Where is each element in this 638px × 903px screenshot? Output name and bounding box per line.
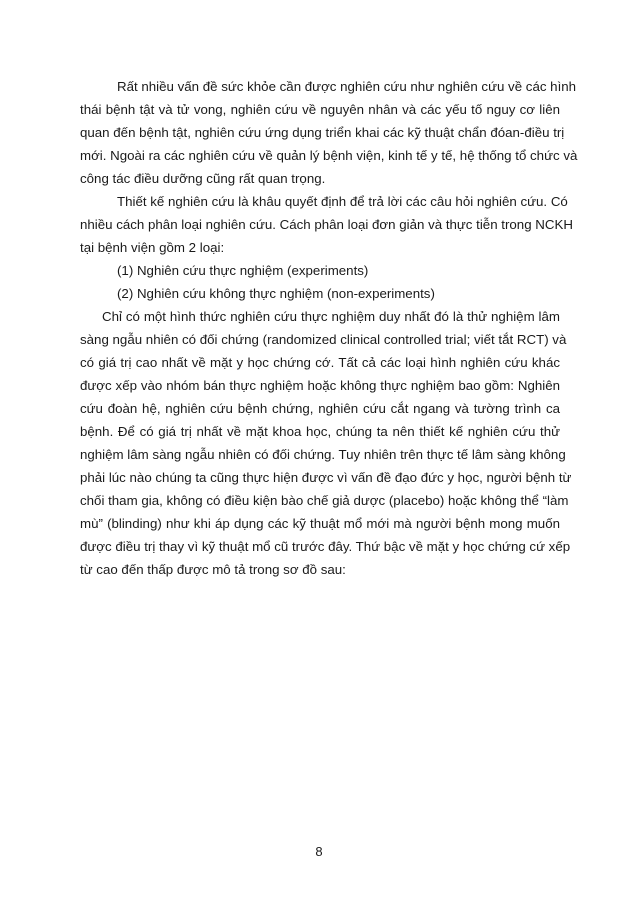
text-line: nhiều cách phân loại nghiên cứu. Cách phân loại đơn giản và thực tiễn trong NCKH [80,217,573,232]
text-line: phải lúc nào chúng ta cũng thực hiện được vì vấn đề đạo đức y học, người bệnh từ [80,470,572,485]
text-line: chối tham gia, không có điều kiện bào chế giả dược (placebo) hoặc không thể “làm [80,493,569,508]
list-item: (1) Nghiên cứu thực nghiệm (experiments) [117,263,369,278]
text-line: thái bệnh tật và tử vong, nghiên cứu về nguyên nhân và các yếu tố nguy cơ liên [80,102,560,117]
page-number: 8 [315,844,323,859]
text-line: cứu đoàn hệ, nghiên cứu bệnh chứng, nghiên cứu cắt ngang và tường trình ca [80,401,560,416]
text-line: Thiết kế nghiên cứu là khâu quyết định để trả lời các câu hỏi nghiên cứu. Có [117,194,568,209]
text-line: Rất nhiều vấn đề sức khỏe cần được nghiên cứu như nghiên cứu về các hình [117,79,577,94]
text-line: có giá trị cao nhất về mặt y học chứng cớ. Tất cả các loại hình nghiên cứu khác [80,355,560,370]
text-line: quan đến bệnh tật, nghiên cứu ứng dụng triển khai các kỹ thuật chẩn đóan-điều trị [80,125,565,140]
text-line: được xếp vào nhóm bán thực nghiệm hoặc không thực nghiệm bao gồm: Nghiên [80,378,560,393]
text-line: mới. Ngoài ra các nghiên cứu về quản lý bệnh viện, kinh tế y tế, hệ thống tổ chức và [80,148,578,163]
text-line: bệnh. Để có giá trị nhất về mặt khoa học, chúng ta nên thiết kế nghiên cứu thử [80,424,560,439]
text-line: tại bệnh viện gồm 2 loại: [80,240,225,255]
text-line: sàng ngẫu nhiên có đối chứng (randomized clinical controlled trial; viết tắt RCT) và [80,332,567,347]
text-line: được điều trị thay vì kỹ thuật mổ cũ trước đây. Thứ bậc về mặt y học chứng cứ xếp [80,539,571,554]
text-line: mù” (blinding) như khi áp dụng các kỹ thuật mổ mới mà người bệnh mong muốn [80,516,560,531]
text-line: Chỉ có một hình thức nghiên cứu thực nghiệm duy nhất đó là thử nghiệm lâm [102,309,560,324]
list-item: (2) Nghiên cứu không thực nghiệm (non-experiments) [117,286,435,301]
text-line: từ cao đến thấp được mô tả trong sơ đồ sau: [80,562,346,577]
text-line: nghiệm lâm sàng ngẫu nhiên có đối chứng. Tuy nhiên trên thực tế lâm sàng không [80,447,566,462]
text-line: công tác điều dưỡng cũng rất quan trọng. [80,171,326,186]
